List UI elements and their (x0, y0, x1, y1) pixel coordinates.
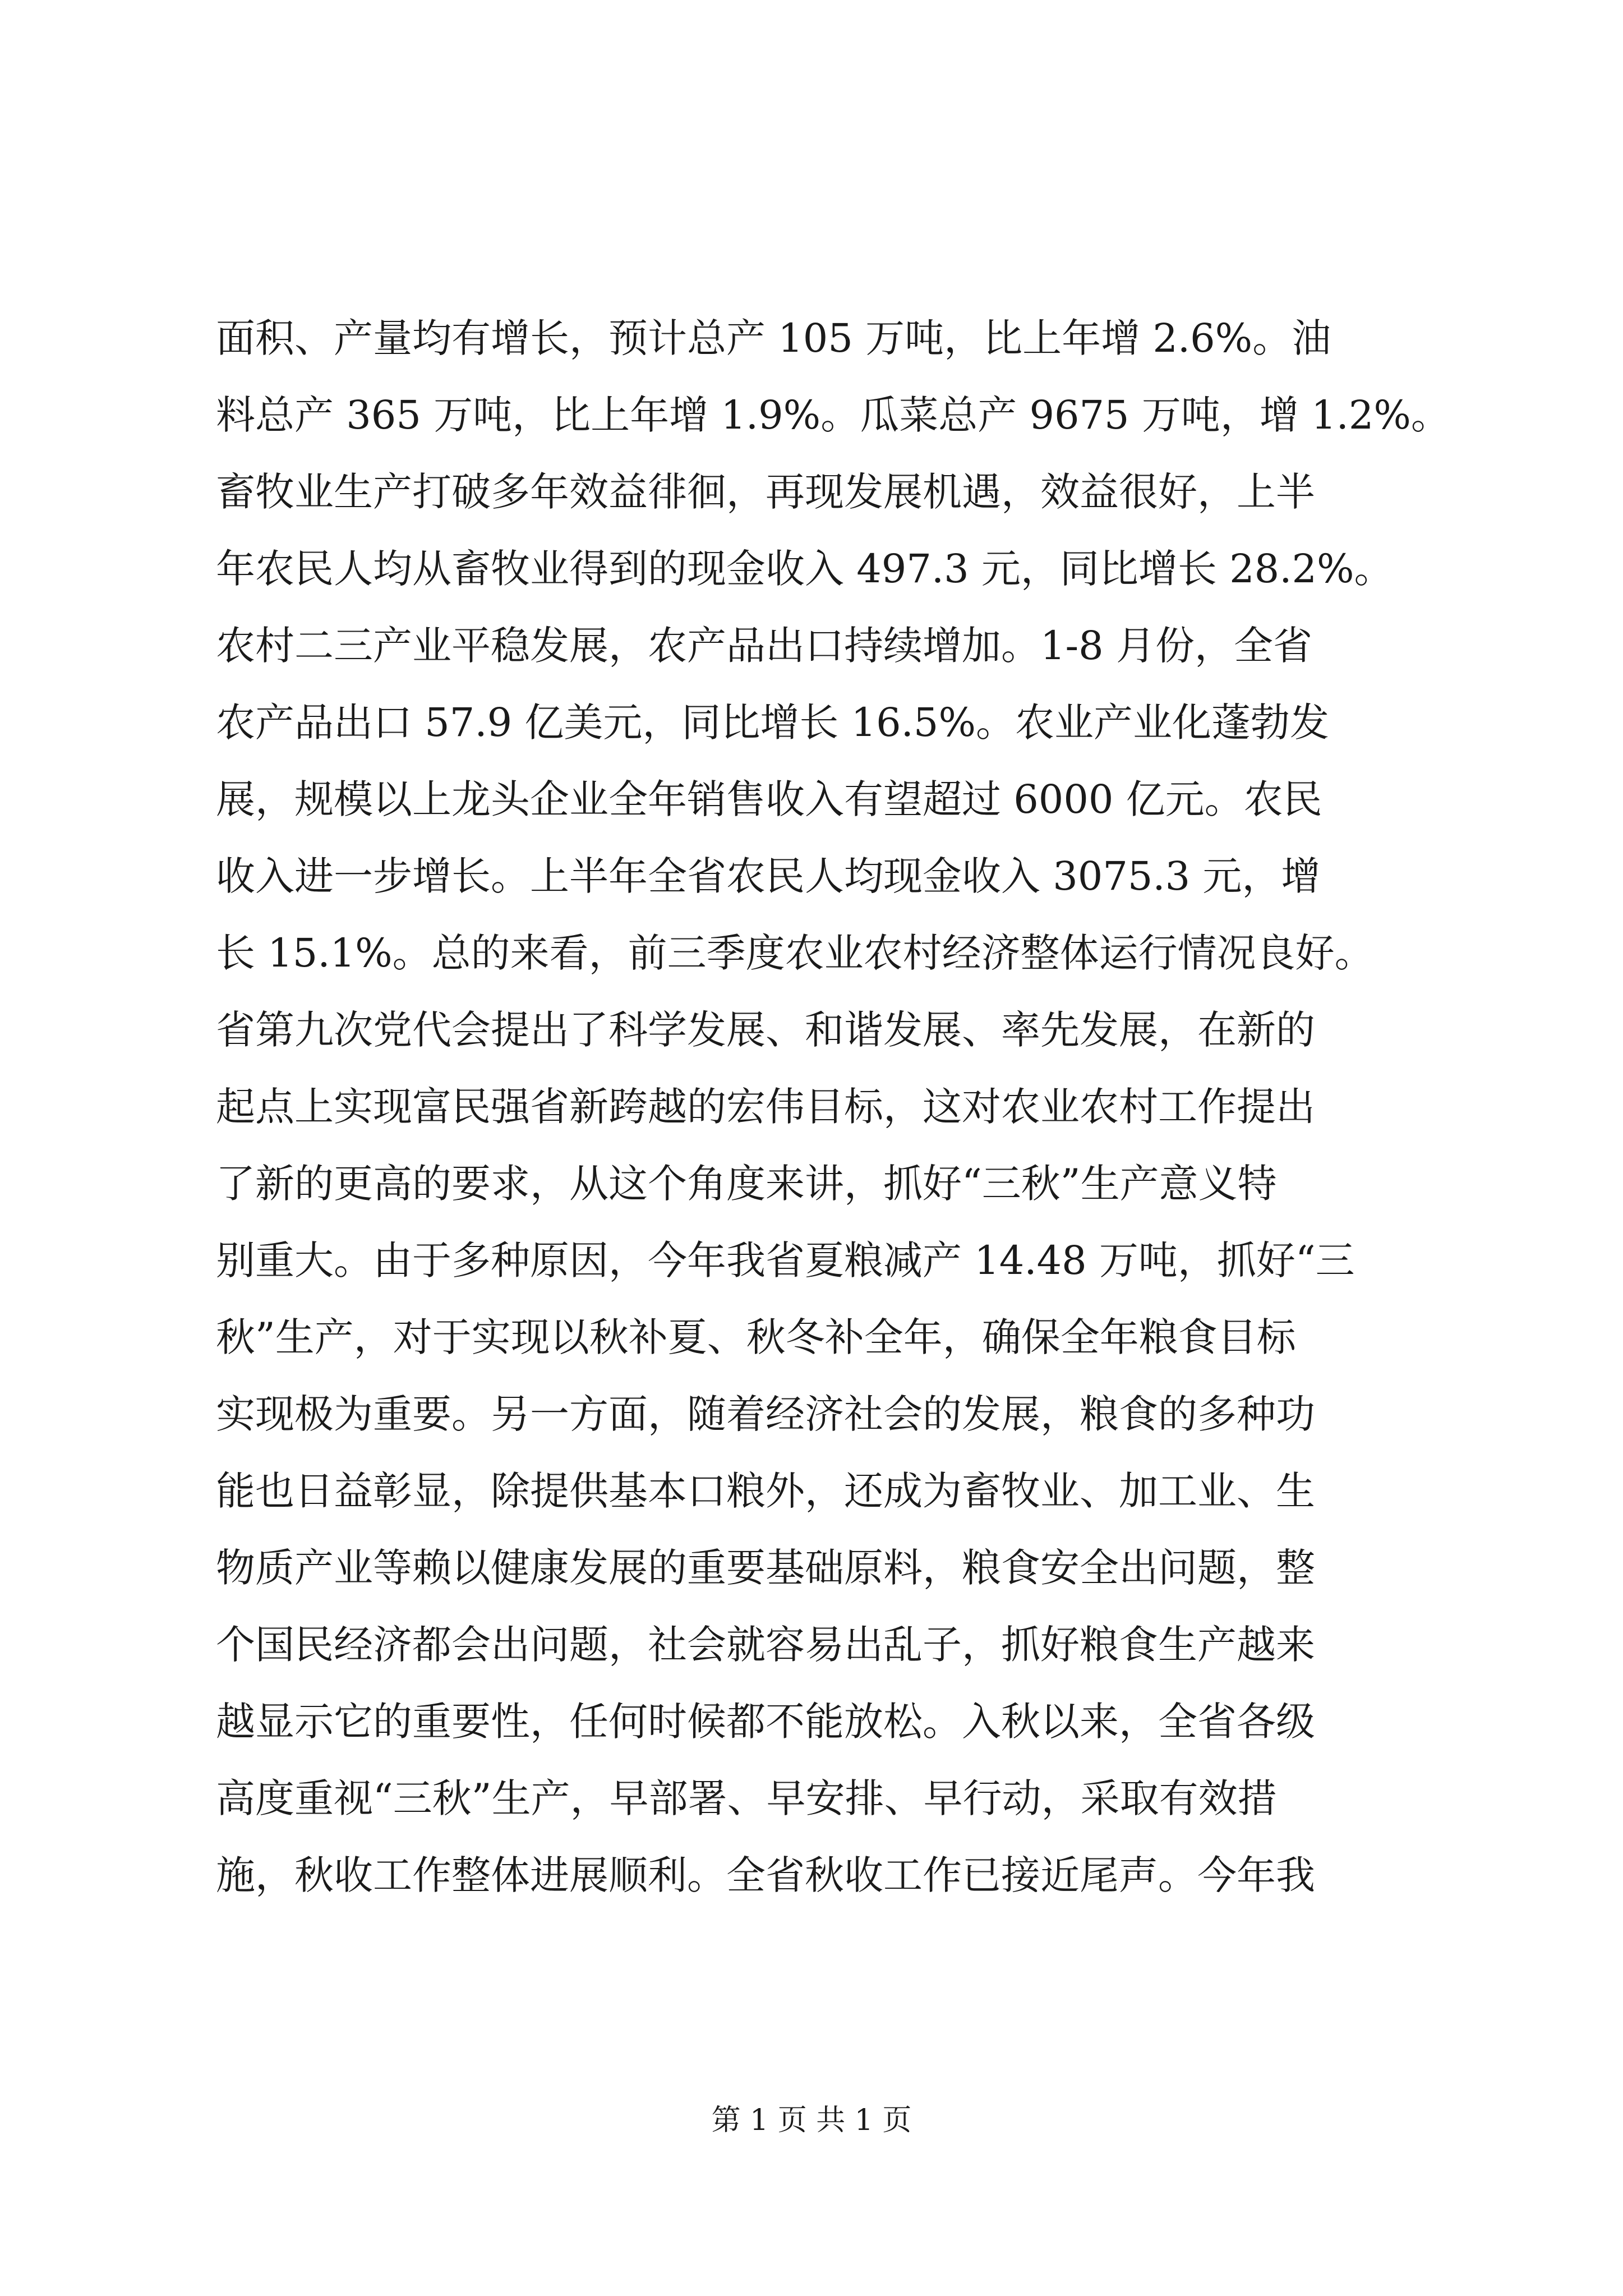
text-line: 年农民人均从畜牧业得到的现金收入 497.3 元，同比增长 28.2%。 (216, 546, 1394, 592)
text-line: 个国民经济都会出问题，社会就容易出乱子，抓好粮食生产越来 (216, 1622, 1315, 1668)
text-line: 收入进一步增长。上半年全省农民人均现金收入 3075.3 元，增 (216, 853, 1321, 899)
text-line: 农产品出口 57.9 亿美元，同比增长 16.5%。农业产业化蓬勃发 (216, 700, 1329, 746)
text-line: 能也日益彰显，除提供基本口粮外，还成为畜牧业、加工业、生 (216, 1468, 1315, 1514)
text-line: 越显示它的重要性，任何时候都不能放松。入秋以来，全省各级 (216, 1699, 1315, 1745)
page-footer (0, 2101, 1623, 2140)
text-line: 展，规模以上龙头企业全年销售收入有望超过 6000 亿元。农民 (216, 776, 1322, 822)
body-text (216, 300, 1450, 1914)
text-line: 秋”生产，对于实现以秋补夏、秋冬补全年，确保全年粮食目标 (216, 1314, 1296, 1360)
text-line: 起点上实现富民强省新跨越的宏伟目标，这对农业农村工作提出 (216, 1084, 1315, 1130)
text-line: 料总产 365 万吨，比上年增 1.9%。瓜菜总产 9675 万吨，增 1.2%。 (216, 392, 1450, 438)
text-line: 施，秋收工作整体进展顺利。全省秋收工作已接近尾声。今年我 (216, 1852, 1315, 1898)
text-line: 高度重视“三秋”生产，早部署、早安排、早行动，采取有效措 (216, 1775, 1277, 1821)
text-line: 省第九次党代会提出了科学发展、和谐发展、率先发展，在新的 (216, 1007, 1315, 1053)
text-line: 畜牧业生产打破多年效益徘徊，再现发展机遇，效益很好，上半 (216, 469, 1315, 515)
text-line: 物质产业等赖以健康发展的重要基础原料，粮食安全出问题，整 (216, 1545, 1315, 1591)
page-number-label: 第 1 页 共 1 页 (711, 2104, 912, 2137)
text-line: 面积、产量均有增长，预计总产 105 万吨，比上年增 2.6%。油 (216, 315, 1331, 361)
text-line: 别重大。由于多种原因，今年我省夏粮减产 14.48 万吨，抓好“三 (216, 1237, 1355, 1283)
text-line: 了新的更高的要求，从这个角度来讲，抓好“三秋”生产意义特 (216, 1161, 1277, 1207)
text-line: 长 15.1%。总的来看，前三季度农业农村经济整体运行情况良好。 (216, 930, 1374, 976)
text-line: 农村二三产业平稳发展，农产品出口持续增加。1-8 月份，全省 (216, 623, 1312, 669)
text-line: 实现极为重要。另一方面，随着经济社会的发展，粮食的多种功 (216, 1391, 1315, 1437)
